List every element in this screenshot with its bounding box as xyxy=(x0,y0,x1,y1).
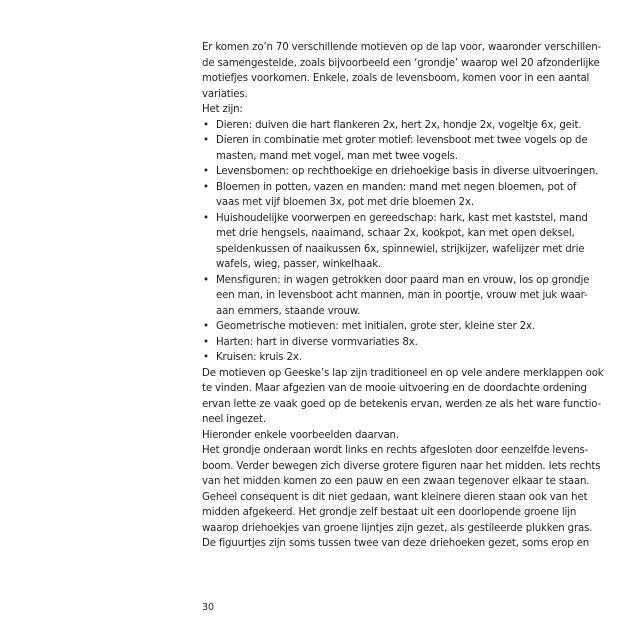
list-item-text: Geometrische motieven: met initialen, grote ster, kleine ster 2x. xyxy=(216,321,535,332)
text-line: boom. Verder bewegen zich diverse grotere figuren naar het midden. Iets rechts xyxy=(202,460,601,472)
list-item-line xyxy=(202,211,588,227)
list-item-line xyxy=(202,319,562,335)
text-line: Er komen zo’n 70 verschillende motieven op de lap voor, waaronder verschillen- xyxy=(202,42,602,53)
bullet-icon: • xyxy=(203,119,209,131)
text-line: van het midden komen zo een pauw en een zwaan tegenover elkaar te staan. xyxy=(202,476,590,487)
paragraph-tradition xyxy=(202,366,604,444)
list-item xyxy=(202,273,590,320)
text-line: motiefjes voorkomen. Enkele, zoals de levensboom, komen voor in een aantal xyxy=(202,73,590,84)
text-line: de samengestelde, zoals bijvoorbeeld een ‘grondje’ waarop wel 20 afzonderlijke xyxy=(202,57,600,69)
list-item-continuation: vaas met vijf bloemen 3x, pot met drie bloemen 2x. xyxy=(216,197,474,208)
list-item-text: Mensfiguren: in wagen getrokken door paard man en vrouw, los op grondje xyxy=(216,274,590,286)
list-item xyxy=(202,335,562,351)
body-text xyxy=(202,40,604,552)
bullet-icon: • xyxy=(203,274,209,286)
bullet-icon: • xyxy=(203,166,209,177)
intro-paragraph xyxy=(202,40,602,118)
list-item xyxy=(202,180,577,211)
text-line: midden afgekeerd. Het grondje zelf bestaat uit een doorlopende groene lijn xyxy=(202,507,577,518)
list-item xyxy=(202,350,562,366)
motif-list xyxy=(202,118,599,366)
list-item-line xyxy=(202,273,590,289)
list-item-text: Levensbomen: op rechthoekige en driehoekige basis in diverse uitvoeringen. xyxy=(216,166,599,177)
list-item xyxy=(202,211,588,273)
bullet-icon: • xyxy=(203,181,209,193)
list-item-continuation: wafels, wieg, passer, winkelhaak. xyxy=(216,259,382,270)
list-item-continuation: met drie hengsels, naaimand, schaar 2x, kookpot, kan met open deksel, xyxy=(216,228,575,239)
list-item-line xyxy=(202,164,599,180)
list-item-continuation: aan emmers, staande vrouw. xyxy=(216,305,361,317)
text-line: ervan lette ze vaak goed op de betekenis ervan, werden ze als het ware functio- xyxy=(202,398,602,410)
text-line: Het zijn: xyxy=(202,104,243,115)
list-item xyxy=(202,319,562,335)
text-line: Hieronder enkele voorbeelden daarvan. xyxy=(202,429,399,441)
text-line: Geheel consequent is dit niet gedaan, want kleinere dieren staan ook van het xyxy=(202,491,588,503)
text-line: De motieven op Geeske’s lap zijn traditioneel en op vele andere merklappen ook xyxy=(202,367,604,379)
list-item-continuation: een man, in levensboot acht mannen, man in poortje, vrouw met juk waar- xyxy=(216,290,588,301)
list-item-line xyxy=(202,180,577,196)
list-item-continuation: masten, mand met vogel, man met twee vogels. xyxy=(216,150,458,162)
text-line: te vinden. Maar afgezien van de mooie uitvoering en de doordachte ordening xyxy=(202,383,587,394)
list-item-line xyxy=(202,350,562,366)
text-line: De figuurtjes zijn soms tussen twee van deze driehoeken gezet, soms erop en xyxy=(202,538,590,549)
list-item-line xyxy=(202,118,582,134)
list-item-line xyxy=(202,335,562,351)
bullet-icon: • xyxy=(203,135,209,146)
bullet-icon: • xyxy=(203,321,209,332)
list-item-text: Dieren in combinatie met groter motief: levensboot met twee vogels op de xyxy=(216,135,588,146)
list-item-text: Dieren: duiven die hart flankeren 2x, hert 2x, hondje 2x, vogeltje 6x, geit. xyxy=(216,119,582,131)
list-item xyxy=(202,164,599,180)
list-item-text: Bloemen in potten, vazen en manden: mand met negen bloemen, pot of xyxy=(216,181,577,193)
text-line: waarop driehoekjes van groene lijntjes zijn gezet, als gestileerde plukken gras. xyxy=(202,522,593,534)
paragraph-grondje xyxy=(202,443,601,552)
text-line: Het grondje onderaan wordt links en rechts afgesloten door eenzelfde levens- xyxy=(202,445,589,456)
list-item xyxy=(202,133,588,164)
list-item-line xyxy=(202,133,588,149)
list-item xyxy=(202,118,582,134)
text-line: neel ingezet. xyxy=(202,414,266,425)
list-item-continuation: speldenkussen of naaikussen 6x, spinnewiel, strijkijzer, wafelijzer met drie xyxy=(216,243,585,255)
list-item-text: Kruisen: kruis 2x. xyxy=(216,352,302,363)
bullet-icon: • xyxy=(203,352,209,363)
page-number: 30 xyxy=(202,602,214,613)
bullet-icon: • xyxy=(203,336,209,348)
list-item-text: Harten: hart in diverse vormvariaties 8x. xyxy=(216,336,418,348)
text-line: variaties. xyxy=(202,88,248,100)
bullet-icon: • xyxy=(203,212,209,224)
list-item-text: Huishoudelijke voorwerpen en gereedschap: hark, kast met kaststel, mand xyxy=(216,212,588,224)
